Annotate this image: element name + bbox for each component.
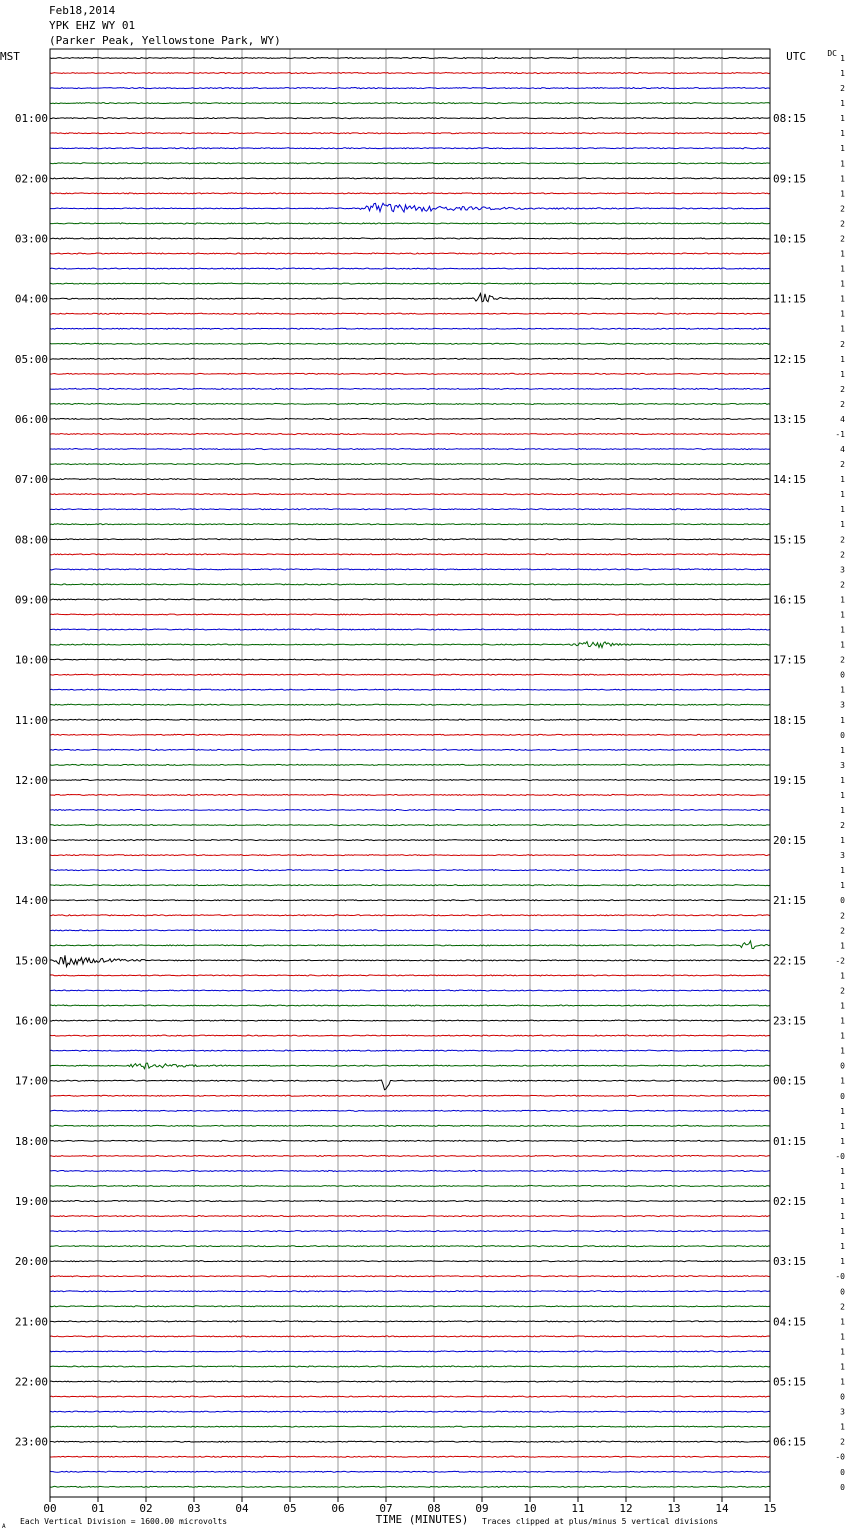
dc-offset-label: 0 — [840, 1061, 845, 1071]
trace-line — [50, 313, 770, 314]
hour-label-right: 22:15 — [773, 954, 807, 968]
x-tick-label: 10 — [523, 1502, 537, 1515]
hour-label-left: 14:00 — [14, 894, 48, 908]
trace-line — [50, 1155, 770, 1156]
hour-label-right: 11:15 — [773, 292, 807, 306]
trace-line — [50, 253, 770, 254]
x-tick-label: 14 — [715, 1502, 729, 1515]
trace-line — [50, 614, 770, 615]
dc-offset-label: 1 — [840, 1362, 845, 1372]
trace-line — [50, 734, 770, 735]
dc-offset-label: 1 — [840, 1001, 845, 1011]
clip-note: Traces clipped at plus/minus 5 vertical divisions — [482, 1517, 719, 1526]
trace-line — [50, 539, 770, 540]
dc-offset-label: 1 — [840, 790, 845, 800]
dc-offset-label: 1 — [840, 69, 845, 79]
dc-offset-label: 4 — [840, 445, 845, 455]
dc-offset-label: 2 — [840, 384, 845, 394]
dc-offset-label: 2 — [840, 460, 845, 470]
hour-label-left: 01:00 — [14, 112, 48, 126]
dc-offset-label: 2 — [840, 821, 845, 831]
hour-label-left: 18:00 — [14, 1134, 48, 1148]
trace-line — [50, 930, 770, 931]
dc-offset-label: 1 — [840, 1076, 845, 1086]
x-tick-label: 12 — [619, 1502, 633, 1515]
trace-line — [50, 403, 770, 404]
dc-offset-label: 1 — [840, 324, 845, 334]
trace-line — [50, 1231, 770, 1232]
x-tick-label: 15 — [763, 1502, 777, 1515]
dc-offset-label: 1 — [840, 1182, 845, 1191]
trace-line — [50, 1336, 770, 1337]
dc-offset-label: 2 — [840, 535, 845, 545]
trace-line — [50, 343, 770, 344]
corner-mark: A — [2, 1523, 6, 1530]
trace-line — [50, 1261, 770, 1262]
trace-line — [50, 1170, 770, 1171]
dc-offset-label: 1 — [840, 1016, 845, 1026]
dc-offset-label: 1 — [840, 836, 845, 846]
x-tick-label: 11 — [571, 1502, 585, 1515]
dc-offset-label: 1 — [840, 971, 845, 981]
hour-label-right: 16:15 — [773, 593, 807, 607]
trace-line — [50, 674, 770, 675]
hour-label-left: 11:00 — [14, 713, 48, 727]
hour-label-left: 08:00 — [14, 533, 48, 547]
trace-line — [50, 72, 770, 73]
hour-label-right: 09:15 — [773, 172, 807, 186]
dc-offset-label: 1 — [840, 685, 845, 695]
dc-offset-label: 2 — [840, 339, 845, 349]
dc-offset-label: 1 — [840, 129, 845, 139]
trace-line — [50, 1291, 770, 1292]
dc-offset-label: 2 — [840, 84, 845, 94]
trace-line — [50, 1381, 770, 1382]
trace-line — [50, 719, 770, 720]
hour-label-left: 19:00 — [14, 1195, 48, 1209]
trace-line — [50, 1050, 770, 1051]
hour-label-left: 17:00 — [14, 1074, 48, 1088]
trace-line — [50, 990, 770, 991]
hour-label-left: 21:00 — [14, 1315, 48, 1329]
dc-offset-label: 1 — [840, 189, 845, 199]
hour-label-right: 00:15 — [773, 1074, 807, 1088]
hour-label-right: 17:15 — [773, 653, 807, 667]
trace-line — [50, 885, 770, 886]
dc-offset-label: 3 — [840, 1407, 845, 1417]
hour-label-right: 14:15 — [773, 473, 807, 487]
hour-label-left: 10:00 — [14, 653, 48, 667]
trace-line — [50, 268, 770, 269]
trace-line — [50, 809, 770, 810]
trace-line — [50, 704, 770, 705]
dc-offset-label: 1 — [840, 1347, 845, 1357]
location-label: (Parker Peak, Yellowstone Park, WY) — [49, 34, 281, 47]
dc-offset-label: 0 — [840, 1091, 845, 1101]
hour-label-left: 16:00 — [14, 1014, 48, 1028]
hour-label-left: 07:00 — [14, 473, 48, 487]
trace-line — [50, 148, 770, 149]
trace-line — [50, 1020, 770, 1021]
trace-line — [50, 855, 770, 856]
dc-offset-label: 2 — [840, 986, 845, 996]
right-timezone-label: UTC — [786, 50, 806, 63]
dc-offset-label: 2 — [840, 204, 845, 214]
dc-offset-label: 1 — [840, 144, 845, 154]
dc-offset-label: 4 — [840, 414, 845, 424]
dc-offset-label: 1 — [840, 1136, 845, 1146]
hour-label-left: 15:00 — [14, 954, 48, 968]
trace-line — [50, 1456, 770, 1457]
trace-line — [50, 764, 770, 765]
trace-line — [50, 238, 770, 239]
hour-label-left: 13:00 — [14, 834, 48, 848]
dc-offset-label: 0 — [840, 1467, 845, 1477]
dc-offset-label: 1 — [840, 520, 845, 530]
hour-label-right: 12:15 — [773, 352, 807, 366]
trace-line — [50, 358, 770, 359]
x-tick-label: 04 — [235, 1502, 249, 1515]
date-label: Feb18,2014 — [49, 4, 116, 17]
dc-offset-label: -0 — [835, 1272, 845, 1282]
dc-offset-label: 0 — [840, 1392, 845, 1402]
seismic-traces — [50, 57, 770, 1487]
trace-line — [50, 1306, 770, 1307]
dc-offset-label: 1 — [840, 114, 845, 124]
dc-offset-label: 1 — [840, 1121, 845, 1131]
trace-line — [50, 203, 770, 212]
dc-offset-label: 1 — [840, 640, 845, 650]
trace-line — [50, 1110, 770, 1111]
station-label: YPK EHZ WY 01 — [49, 19, 136, 32]
trace-line — [50, 433, 770, 434]
hour-label-left: 04:00 — [14, 292, 48, 306]
trace-line — [50, 328, 770, 329]
hour-label-right: 06:15 — [773, 1435, 807, 1449]
trace-line — [50, 955, 770, 966]
dc-offset-label: 1 — [840, 505, 845, 515]
hour-label-right: 23:15 — [773, 1014, 807, 1028]
trace-line — [50, 193, 770, 194]
hour-label-left: 20:00 — [14, 1255, 48, 1269]
trace-line — [50, 659, 770, 660]
trace-line — [50, 293, 770, 301]
dc-offset-label: 1 — [840, 1332, 845, 1342]
dc-offset-label: -1 — [835, 430, 845, 439]
trace-line — [50, 1216, 770, 1217]
trace-line — [50, 554, 770, 555]
trace-line — [50, 1321, 770, 1322]
dc-offset-label: 1 — [840, 1317, 845, 1327]
x-tick-label: 03 — [187, 1502, 201, 1515]
time-gridlines — [98, 49, 722, 1497]
trace-line — [50, 749, 770, 750]
dc-offset-label: 2 — [840, 234, 845, 244]
dc-offset-label: 2 — [840, 1302, 845, 1312]
hour-label-right: 21:15 — [773, 894, 807, 908]
trace-line — [50, 1366, 770, 1367]
hour-label-right: 04:15 — [773, 1315, 807, 1329]
hour-label-left: 02:00 — [14, 172, 48, 186]
axis-labels — [0, 49, 845, 1530]
trace-line — [50, 388, 770, 389]
hour-label-left: 12:00 — [14, 773, 48, 787]
trace-line — [50, 870, 770, 871]
dc-offset-label: 1 — [840, 1242, 845, 1252]
dc-offset-label: 2 — [840, 926, 845, 936]
dc-offset-label: 3 — [840, 565, 845, 575]
dc-offset-label: 1 — [840, 1197, 845, 1207]
dc-offset-label: 1 — [840, 159, 845, 169]
dc-offset-label: 0 — [840, 1482, 845, 1492]
trace-line — [50, 283, 770, 284]
dc-offset-label: 1 — [840, 1377, 845, 1387]
trace-line — [50, 524, 770, 525]
trace-line — [50, 840, 770, 841]
plot-frame — [50, 49, 770, 1497]
hour-label-right: 15:15 — [773, 533, 807, 547]
x-axis-title: TIME (MINUTES) — [375, 1513, 469, 1526]
hour-label-right: 05:15 — [773, 1375, 807, 1389]
trace-line — [50, 975, 770, 976]
trace-line — [50, 494, 770, 495]
hour-label-right: 19:15 — [773, 773, 807, 787]
trace-line — [50, 642, 770, 648]
trace-line — [50, 373, 770, 374]
x-tick-label: 13 — [667, 1502, 681, 1515]
dc-offset-label: 1 — [840, 1031, 845, 1041]
dc-offset-label: 1 — [840, 369, 845, 379]
trace-line — [50, 223, 770, 224]
trace-line — [50, 87, 770, 88]
dc-offset-label: 1 — [840, 1106, 845, 1116]
hour-label-right: 02:15 — [773, 1195, 807, 1209]
trace-line — [50, 900, 770, 901]
dc-offset-label: 1 — [840, 279, 845, 289]
trace-line — [50, 584, 770, 585]
dc-offset-label: -0 — [835, 1151, 845, 1161]
trace-line — [50, 57, 770, 58]
x-tick-label: 07 — [379, 1502, 393, 1515]
x-tick-label: 06 — [331, 1502, 345, 1515]
x-tick-label: 00 — [43, 1502, 57, 1515]
hour-label-right: 03:15 — [773, 1255, 807, 1269]
dc-offset-label: 1 — [840, 174, 845, 184]
trace-line — [50, 1351, 770, 1352]
trace-line — [50, 133, 770, 134]
dc-offset-label: -0 — [835, 1452, 845, 1462]
dc-offset-label: 1 — [840, 309, 845, 319]
dc-offset-label: 2 — [840, 1437, 845, 1447]
dc-offset-label: 2 — [840, 399, 845, 409]
dc-offset-label: 0 — [840, 670, 845, 680]
trace-line — [50, 569, 770, 570]
dc-offset-label: 1 — [840, 294, 845, 304]
trace-line — [50, 1200, 770, 1201]
dc-offset-label: 0 — [840, 1287, 845, 1297]
dc-offset-label: 1 — [840, 475, 845, 485]
trace-line — [50, 163, 770, 164]
dc-offset-label: 1 — [840, 881, 845, 891]
trace-line — [50, 689, 770, 690]
dc-offset-label: 1 — [840, 625, 845, 635]
dc-offset-label: 1 — [840, 1046, 845, 1056]
hour-label-right: 13:15 — [773, 412, 807, 426]
dc-offset-label: 1 — [840, 715, 845, 725]
hour-label-left: 09:00 — [14, 593, 48, 607]
trace-line — [50, 1426, 770, 1427]
dc-offset-label: 2 — [840, 219, 845, 229]
dc-offset-label: 2 — [840, 655, 845, 665]
trace-line — [50, 1246, 770, 1247]
dc-offset-label: 1 — [840, 99, 845, 109]
trace-line — [50, 1140, 770, 1141]
trace-line — [50, 1276, 770, 1277]
x-tick-label: 09 — [475, 1502, 489, 1515]
dc-offset-label: 3 — [840, 700, 845, 710]
trace-line — [50, 1471, 770, 1472]
dc-offset-label: 1 — [840, 866, 845, 876]
hour-label-right: 18:15 — [773, 713, 807, 727]
hour-label-left: 06:00 — [14, 412, 48, 426]
dc-offset-label: 1 — [840, 1422, 845, 1432]
left-timezone-label: MST — [0, 50, 20, 63]
trace-line — [50, 779, 770, 780]
dc-offset-label: 1 — [840, 1257, 845, 1267]
dc-offset-label: 1 — [840, 745, 845, 755]
dc-offset-label: 0 — [840, 896, 845, 906]
trace-line — [50, 103, 770, 104]
trace-line — [50, 1185, 770, 1186]
hour-label-right: 20:15 — [773, 834, 807, 848]
dc-offset-label: 1 — [840, 1227, 845, 1237]
dc-offset-label: 1 — [840, 354, 845, 364]
hour-label-right: 08:15 — [773, 112, 807, 126]
trace-line — [50, 1035, 770, 1036]
trace-line — [50, 599, 770, 600]
dc-column-label: DC — [827, 49, 837, 58]
dc-offset-label: 1 — [840, 610, 845, 620]
dc-offset-label: -2 — [835, 956, 845, 966]
x-tick-label: 02 — [139, 1502, 153, 1515]
trace-line — [50, 479, 770, 480]
dc-offset-label: 1 — [840, 595, 845, 605]
x-tick-label: 01 — [91, 1502, 105, 1515]
dc-offset-label: 1 — [840, 1212, 845, 1222]
trace-line — [50, 1125, 770, 1126]
trace-line — [50, 464, 770, 465]
trace-line — [50, 629, 770, 630]
dc-offset-label: 1 — [840, 54, 845, 63]
trace-line — [50, 1441, 770, 1442]
dc-offset-label: 2 — [840, 580, 845, 590]
hour-label-left: 03:00 — [14, 232, 48, 246]
x-tick-label: 05 — [283, 1502, 297, 1515]
dc-offset-label: 0 — [840, 730, 845, 740]
dc-offset-label: 1 — [840, 941, 845, 951]
trace-line — [50, 915, 770, 916]
trace-line — [50, 178, 770, 179]
dc-offset-label: 1 — [840, 249, 845, 259]
trace-line — [50, 825, 770, 826]
scale-note: Each Vertical Division = 1600.00 microvolts — [20, 1517, 228, 1526]
trace-line — [50, 1005, 770, 1006]
dc-offset-label: 2 — [840, 550, 845, 560]
dc-offset-label: 1 — [840, 806, 845, 815]
trace-line — [50, 418, 770, 419]
trace-line — [50, 1063, 770, 1069]
hour-label-right: 01:15 — [773, 1134, 807, 1148]
hour-label-left: 22:00 — [14, 1375, 48, 1389]
dc-offset-label: 1 — [840, 775, 845, 785]
trace-line — [50, 1396, 770, 1397]
trace-line — [50, 794, 770, 795]
dc-offset-label: 2 — [840, 911, 845, 921]
trace-line — [50, 1411, 770, 1412]
hour-label-right: 10:15 — [773, 232, 807, 246]
trace-line — [50, 118, 770, 119]
trace-line — [50, 1095, 770, 1096]
dc-offset-label: 3 — [840, 851, 845, 861]
x-tick-label: 08 — [427, 1502, 441, 1515]
trace-line — [50, 941, 770, 949]
dc-offset-label: 1 — [840, 264, 845, 274]
dc-offset-label: 1 — [840, 1166, 845, 1176]
hour-label-left: 05:00 — [14, 352, 48, 366]
trace-line — [50, 1080, 770, 1090]
trace-line — [50, 509, 770, 510]
trace-line — [50, 448, 770, 449]
trace-line — [50, 1486, 770, 1487]
hour-label-left: 23:00 — [14, 1435, 48, 1449]
dc-offset-label: 1 — [840, 490, 845, 500]
dc-offset-label: 3 — [840, 760, 845, 770]
